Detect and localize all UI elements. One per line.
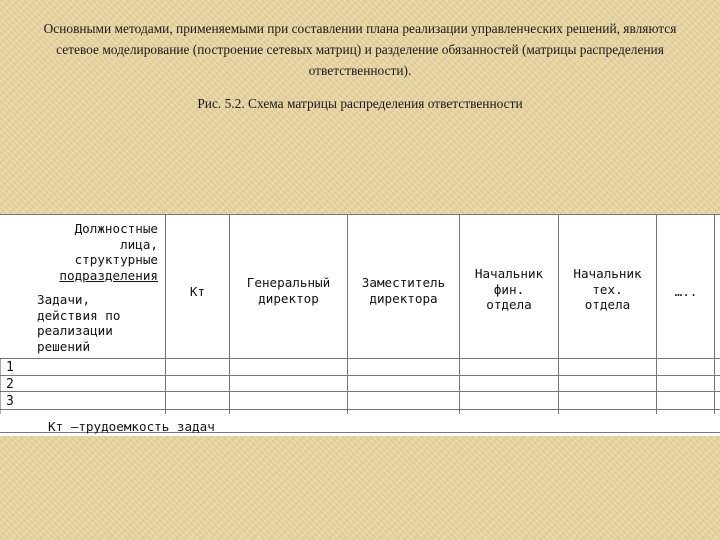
- corner-header-top: Должностные лица, структурные подразделения: [59, 221, 158, 283]
- column-header-tech-head: Начальник тех. отдела: [573, 266, 642, 312]
- matrix-footnote: Кт –трудоемкость задач: [48, 419, 215, 434]
- row-label-2: 2: [6, 377, 14, 392]
- corner-header-bottom: Задачи, действия по реализации решений: [37, 292, 121, 354]
- responsibility-matrix: [0, 214, 720, 436]
- row-label-1: 1: [6, 360, 14, 375]
- figure-caption: Рис. 5.2. Схема матрицы распределения ответственности: [197, 96, 523, 111]
- column-header-deputy-director: Заместитель директора: [361, 275, 446, 306]
- column-header-general-director: Генеральный директор: [246, 275, 331, 306]
- column-header-finance-head: Начальник фин. отдела: [474, 266, 544, 312]
- column-header-ellipsis: …..: [674, 284, 698, 299]
- column-header-kt: Кт: [189, 284, 206, 299]
- intro-paragraph: Основными методами, применяемыми при составлении плана реализации управленческих решений, являются сетевое моделирование (построение сетевых матриц) и разделение обязанностей (матрицы распределения ответственности).: [43, 21, 677, 78]
- row-label-3: 3: [6, 394, 14, 409]
